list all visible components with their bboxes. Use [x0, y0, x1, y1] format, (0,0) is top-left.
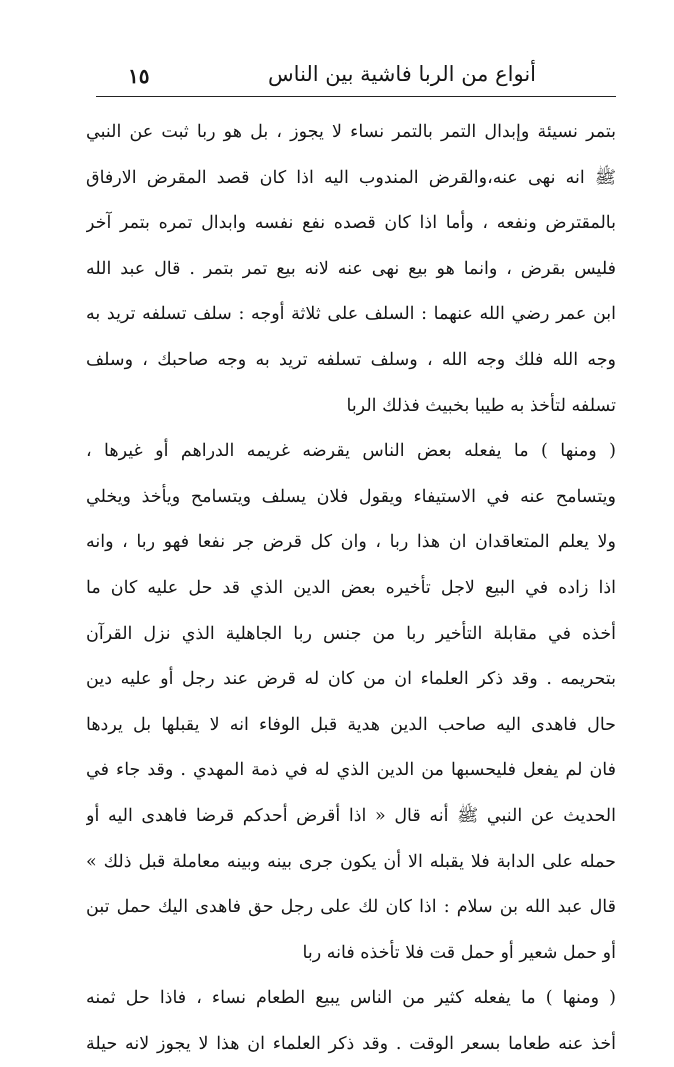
text-line: ويتسامح عنه في الاستيفاء ويقول فلان يسلف ويتسامح ويأخذ ويخلي	[86, 486, 616, 507]
text-line: ﷺ انه نهى عنه،والقرض المندوب اليه اذا كان قصد المقرض الارفاق	[86, 167, 616, 188]
running-title: أنواع من الربا فاشية بين الناس	[268, 62, 536, 86]
text-line: ولا يعلم المتعاقدان ان هذا ربا ، وان كل قرض جر نفعا فهو ربا ، وانه	[86, 532, 616, 553]
text-line: ( ومنها ) ما يفعله بعض الناس يقرضه غريمه الدراهم أو غيرها ،	[86, 441, 616, 462]
text-line: حمله على الدابة فلا يقبله الا أن يكون جرى بينه وبينه معاملة قبل ذلك »	[86, 851, 616, 872]
text-line: بالمقترض ونفعه ، وأما اذا كان قصده نفع نفسه وابدال تمره بتمر آخر	[86, 213, 616, 234]
text-line: بتحريمه . وقد ذكر العلماء ان من كان له قرض عند رجل أو عليه دين	[86, 669, 616, 690]
text-line: الحديث عن النبي ﷺ أنه قال « اذا أقرض أحدكم قرضا فاهدى اليه أو	[86, 805, 616, 826]
text-line: أخذ عنه طعاما بسعر الوقت . وقد ذكر العلماء ان هذا لا يجوز لانه حيلة	[86, 1033, 616, 1054]
text-line: تسلفه لتأخذ به طيبا بخبيث فذلك الربا	[346, 395, 616, 416]
text-line: ابن عمر رضي الله عنهما : السلف على ثلاثة أوجه : سلف تسلفه تريد به	[86, 304, 616, 325]
page-header	[96, 54, 616, 94]
text-line: فان لم يفعل فليحسبها من الدين الذي له في ذمة المهدي . وقد جاء في	[86, 760, 616, 781]
text-line: قال عبد الله بن سلام : اذا كان لك على رجل حق فاهدى اليك حمل تبن	[86, 897, 616, 918]
text-line: أخذه في مقابلة التأخير ربا من جنس ربا الجاهلية الذي نزل القرآن	[86, 623, 616, 644]
page-number: ١٥	[128, 64, 150, 88]
header-divider	[96, 96, 616, 97]
text-line: ( ومنها ) ما يفعله كثير من الناس يبيع الطعام نساء ، فاذا حل ثمنه	[86, 988, 616, 1009]
text-line: بتمر نسيئة وإبدال التمر بالتمر نساء لا يجوز ، بل هو ربا ثبت عن النبي	[86, 122, 616, 142]
text-line: أو حمل شعير أو حمل قت فلا تأخذه فانه ربا	[302, 942, 616, 963]
text-line: فليس بقرض ، وانما هو بيع نهى عنه لانه بيع تمر بتمر . قال عبد الله	[86, 258, 616, 279]
body-text	[86, 110, 616, 1067]
text-line: اذا زاده في البيع لاجل تأخيره بعض الدين الذي قد حل عليه كان ما	[86, 577, 616, 598]
text-line: وجه الله فلك وجه الله ، وسلف تسلفه تريد به وجه صاحبك ، وسلف	[86, 349, 616, 370]
text-line: حال فاهدى اليه صاحب الدين هدية قبل الوفاء انه لا يقبلها بل يردها	[86, 714, 616, 735]
